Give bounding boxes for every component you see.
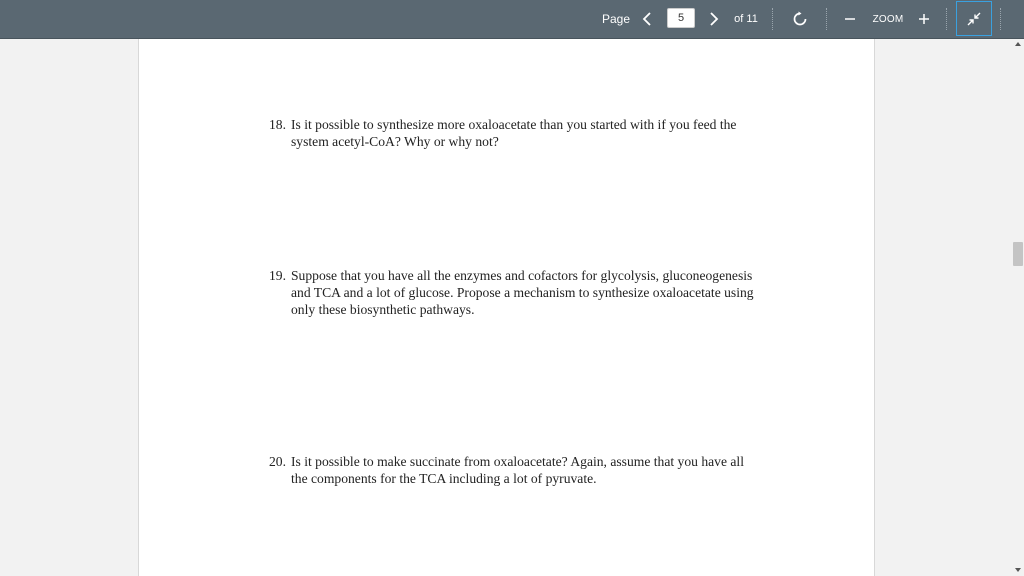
toolbar-divider: [826, 8, 827, 30]
scroll-down-arrow-icon[interactable]: [1015, 568, 1021, 572]
toolbar-divider: [1000, 8, 1001, 30]
rotate-icon: [792, 11, 808, 27]
chevron-left-icon: [642, 12, 652, 26]
page-label: Page: [601, 12, 631, 26]
next-page-button[interactable]: [705, 0, 723, 38]
plus-icon: [918, 13, 930, 25]
exit-fullscreen-button[interactable]: [956, 1, 992, 36]
question-number: 19.: [269, 268, 286, 283]
chevron-right-icon: [709, 12, 719, 26]
scroll-thumb[interactable]: [1013, 242, 1023, 266]
minus-icon: [844, 13, 856, 25]
viewer-toolbar: [0, 0, 1024, 39]
question-text: Is it possible to make succinate from oxaloacetate? Again, assume that you have all the components for the TCA including a lot of pyruvate.: [291, 454, 744, 486]
question-number: 18.: [269, 117, 286, 132]
rotate-button[interactable]: [788, 0, 812, 38]
scroll-up-arrow-icon[interactable]: [1015, 42, 1021, 46]
document-page: [138, 39, 875, 576]
toolbar-divider: [772, 8, 773, 30]
vertical-scrollbar[interactable]: [1012, 39, 1024, 576]
zoom-out-button[interactable]: [840, 0, 860, 38]
zoom-in-button[interactable]: [914, 0, 934, 38]
question-19: [269, 267, 759, 318]
collapse-arrows-icon: [967, 12, 981, 26]
toolbar-divider: [946, 8, 947, 30]
zoom-label: ZOOM: [872, 13, 904, 25]
page-number-input[interactable]: [667, 8, 695, 28]
question-20: [269, 453, 759, 487]
question-text: Suppose that you have all the enzymes and cofactors for glycolysis, gluconeogenesis and TCA and a lot of glucose. Propose a mechanism to synthesize oxaloacetate using only these biosynthetic pathways.: [291, 268, 754, 317]
question-text: Is it possible to synthesize more oxaloacetate than you started with if you feed the system acetyl-CoA? Why or why not?: [291, 117, 737, 149]
question-number: 20.: [269, 454, 286, 469]
page-count-label: of 11: [734, 13, 758, 25]
previous-page-button[interactable]: [638, 0, 656, 38]
document-viewer[interactable]: [0, 39, 1012, 576]
question-18: [269, 116, 759, 150]
